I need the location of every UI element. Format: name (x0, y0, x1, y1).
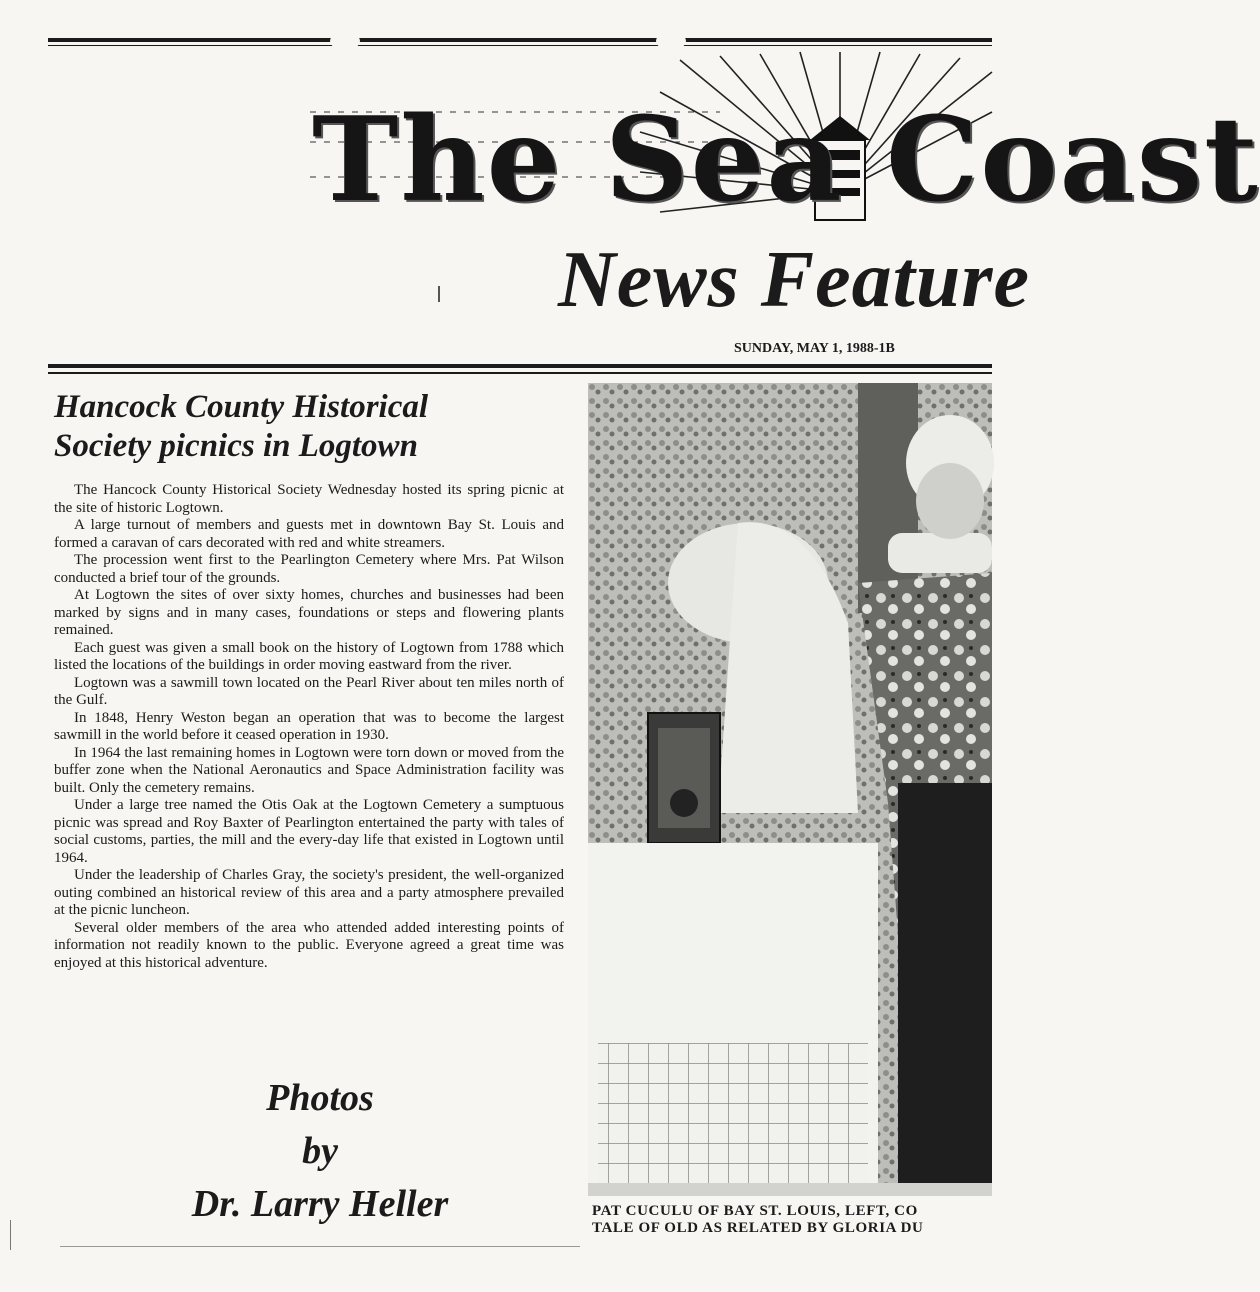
article-paragraph: The Hancock County Historical Society Wednesday hosted its spring picnic at the site of historic Logtown. (54, 482, 564, 516)
article-paragraph: A large turnout of members and guests met in downtown Bay St. Louis and formed a caravan of cars decorated with red and white streamers. (54, 517, 564, 551)
punch-hole (330, 32, 360, 50)
photo-scene (588, 383, 992, 1196)
header-rule-thick (48, 364, 992, 368)
article-paragraph: At Logtown the sites of over sixty homes, churches and businesses had been marked by signs and in many cases, foundations or steps and flowering plants remained. (54, 587, 564, 638)
header-rule-thin (48, 372, 992, 374)
article-paragraph: The procession went first to the Pearlington Cemetery where Mrs. Pat Wilson conducted a brief tour of the grounds. (54, 552, 564, 586)
masthead-title: The Sea Coast (312, 92, 1260, 228)
news-photo (588, 383, 992, 1196)
article-paragraph: Under the leadership of Charles Gray, the society's president, the well-organized outing combined an historical review of this area and a party atmosphere prevailed at the picnic luncheon. (54, 867, 564, 918)
top-rule-thin (48, 45, 992, 46)
photo-credit-line-1: Photos (266, 1077, 374, 1119)
section-title: News Feature (558, 236, 1030, 324)
article-paragraph: In 1964 the last remaining homes in Logtown were torn down or moved from the buffer zone when the National Aeronautics and Space Administration facility was built. Only the cemetery remains. (54, 744, 564, 796)
article-paragraph: Under a large tree named the Otis Oak at the Logtown Cemetery a sumptuous picnic was spread and Roy Baxter of Pearlington entertained the party with tales of social customs, parties, the mill and the every-day life that existed in Logtown until 1964. (54, 797, 564, 866)
article-headline (54, 388, 574, 466)
photo-credit-line-3: Dr. Larry Heller (191, 1183, 449, 1225)
headline-line-1: Hancock County Historical (54, 389, 429, 425)
punch-hole (656, 32, 686, 50)
masthead (300, 52, 1260, 228)
bottom-scan-line (60, 1246, 580, 1247)
caption-line-2: TALE OF OLD AS RELATED BY GLORIA DU (592, 1220, 924, 1236)
caption-line-1: PAT CUCULU OF BAY ST. LOUIS, LEFT, CO (592, 1203, 918, 1219)
photo-credit-line-2: by (302, 1130, 338, 1172)
dateline: SUNDAY, MAY 1, 1988-1B (734, 341, 895, 356)
article-paragraph: Logtown was a sawmill town located on the Pearl River about ten miles north of the Gulf. (54, 674, 564, 708)
print-speck (438, 286, 440, 302)
article-body (54, 482, 564, 972)
left-scan-edge (10, 1220, 11, 1250)
top-rule-thick (48, 38, 992, 42)
article-paragraph: Several older members of the area who attended added interesting points of information not readily known to the public. Everyone agreed a great time was enjoyed at this historical adventure. (54, 919, 564, 971)
article-paragraph: Each guest was given a small book on the history of Logtown from 1788 which listed the locations of the buildings in order moving eastward from the river. (54, 639, 564, 673)
headline-line-2: Society picnics in Logtown (54, 428, 418, 464)
article-paragraph: In 1848, Henry Weston began an operation that was to become the largest sawmill in the world before it ceased operation in 1930. (54, 709, 564, 743)
photo-caption (592, 1203, 992, 1237)
photo-credit (140, 1072, 500, 1231)
